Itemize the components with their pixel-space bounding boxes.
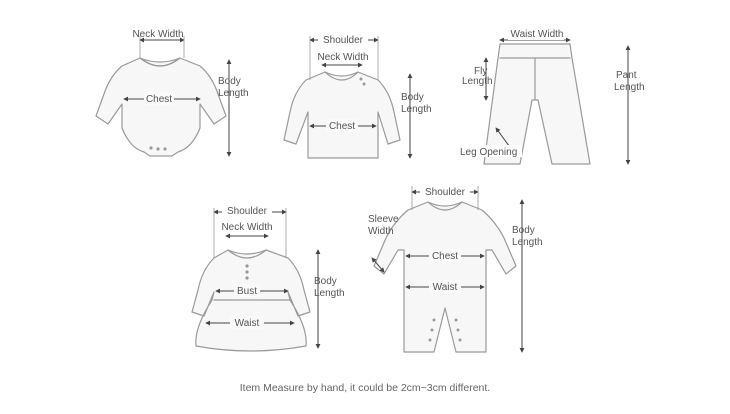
pants-pant-length-label-2: Length <box>614 82 645 93</box>
romper-snap <box>455 319 458 322</box>
romper-snap <box>459 339 462 342</box>
tshirt-neck-width-label: Neck Width <box>317 52 369 63</box>
dress-body-length-label-1: Body <box>314 276 337 287</box>
footer-note: Item Measure by hand, it could be 2cm~3cm different. <box>239 382 491 394</box>
romper-sleeve-width-label-2: Width <box>368 226 394 237</box>
tshirt-button <box>363 83 366 86</box>
bodysuit-snap <box>156 147 159 150</box>
dress-button <box>245 270 248 273</box>
romper-body-length-label-2: Length <box>512 237 543 248</box>
bodysuit-outline <box>96 58 226 156</box>
tshirt-figure <box>284 34 432 158</box>
romper-snap <box>457 329 460 332</box>
tshirt-body-length-label-2: Length <box>401 104 432 115</box>
dress-body-length-label-2: Length <box>314 288 345 299</box>
pants-leg-opening-label: Leg Opening <box>460 147 518 158</box>
pants-fly-length-label-1: Fly <box>474 66 488 77</box>
romper-body-length-label-1: Body <box>512 225 535 236</box>
bodysuit-figure <box>96 29 249 156</box>
dress-button <box>245 264 248 267</box>
romper-shoulder-label: Shoulder <box>424 187 466 198</box>
bodysuit-body-length-label-2: Length <box>218 88 249 99</box>
dress-button <box>245 276 248 279</box>
romper-figure <box>368 185 543 352</box>
romper-waist-label: Waist <box>432 282 458 293</box>
pants-waist-width-label: Waist Width <box>510 29 564 40</box>
tshirt-button <box>360 78 363 81</box>
pants-figure <box>460 28 645 164</box>
tshirt-shoulder-label: Shoulder <box>322 35 364 46</box>
tshirt-body-length-label-1: Body <box>401 92 424 103</box>
bodysuit-body-length-label-1: Body <box>218 76 241 87</box>
bodysuit-snap <box>163 147 166 150</box>
dress-neck-width-label: Neck Width <box>221 222 273 233</box>
romper-sleeve-width-label-1: Sleeve <box>368 214 399 225</box>
pants-fly-length-label-2: Length <box>462 76 493 87</box>
bodysuit-neck-width-label: Neck Width <box>132 29 184 40</box>
dress-waist-label: Waist <box>234 318 260 329</box>
dress-shoulder-label: Shoulder <box>226 206 268 217</box>
bodysuit-chest-label: Chest <box>145 94 173 105</box>
romper-snap <box>429 339 432 342</box>
romper-snap <box>433 319 436 322</box>
dress-bust-label: Bust <box>236 286 258 297</box>
pants-pant-length-label-1: Pant <box>616 70 637 81</box>
dress-figure <box>192 205 345 351</box>
tshirt-outline <box>284 72 400 158</box>
tshirt-chest-label: Chest <box>328 121 356 132</box>
romper-chest-label: Chest <box>431 251 459 262</box>
romper-snap <box>431 329 434 332</box>
bodysuit-snap <box>149 146 152 149</box>
